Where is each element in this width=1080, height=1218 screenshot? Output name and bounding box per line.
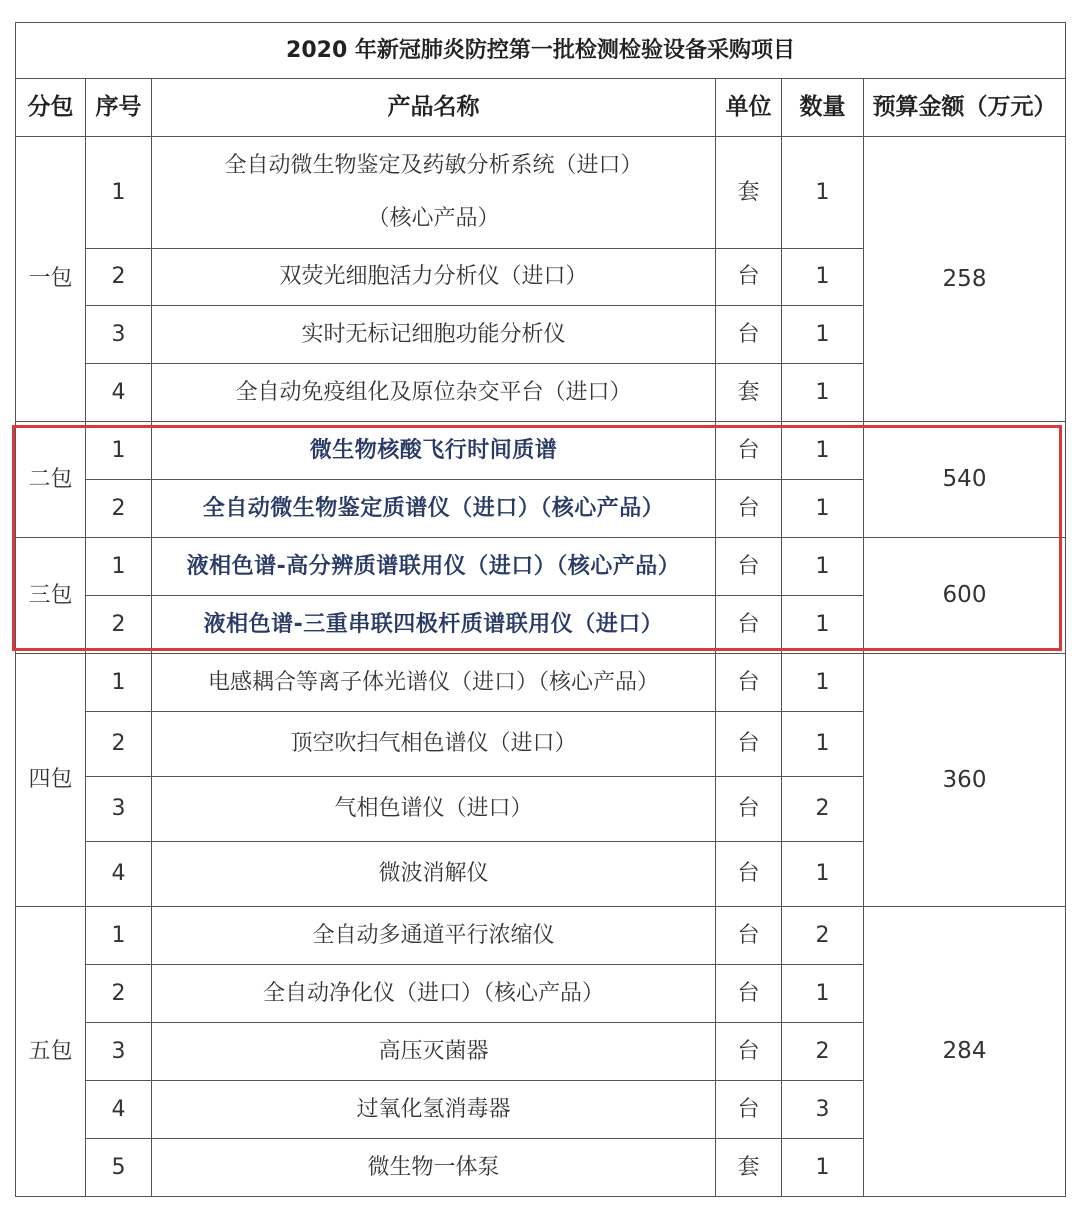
- product-name: 全自动微生物鉴定质谱仪（进口）（核心产品）: [152, 480, 716, 538]
- header-package: 分包: [16, 79, 86, 137]
- row-seq: 3: [86, 306, 152, 364]
- row-seq: 2: [86, 712, 152, 777]
- product-name: 高压灭菌器: [152, 1023, 716, 1081]
- row-seq: 4: [86, 1081, 152, 1139]
- row-seq: 2: [86, 480, 152, 538]
- header-budget: 预算金额（万元）: [864, 79, 1066, 137]
- row-seq: 3: [86, 1023, 152, 1081]
- package-label: 一包: [16, 137, 86, 422]
- row-unit: 套: [716, 137, 782, 249]
- row-unit: 台: [716, 654, 782, 712]
- table-row: [16, 137, 1066, 249]
- row-qty: 1: [782, 306, 864, 364]
- row-unit: 套: [716, 364, 782, 422]
- header-name: 产品名称: [152, 79, 716, 137]
- row-unit: 台: [716, 777, 782, 842]
- header-unit: 单位: [716, 79, 782, 137]
- product-name: 液相色谱-高分辨质谱联用仪（进口）（核心产品）: [152, 538, 716, 596]
- product-name-line2: （核心产品）: [367, 205, 500, 231]
- row-unit: 台: [716, 1081, 782, 1139]
- product-name: 气相色谱仪（进口）: [152, 777, 716, 842]
- row-seq: 1: [86, 137, 152, 249]
- product-name: 全自动免疫组化及原位杂交平台（进口）: [152, 364, 716, 422]
- product-name: 双荧光细胞活力分析仪（进口）: [152, 249, 716, 306]
- product-name: 实时无标记细胞功能分析仪: [152, 306, 716, 364]
- product-name-line1: 全自动微生物鉴定及药敏分析系统（进口）: [224, 152, 643, 178]
- row-qty: 1: [782, 137, 864, 249]
- row-unit: 台: [716, 480, 782, 538]
- package-label: 三包: [16, 538, 86, 654]
- row-unit: 台: [716, 907, 782, 965]
- table-title: 2020 年新冠肺炎防控第一批检测检验设备采购项目: [16, 23, 1066, 79]
- package-label: 二包: [16, 422, 86, 538]
- product-name: [152, 137, 716, 249]
- row-unit: 台: [716, 965, 782, 1023]
- row-qty: 1: [782, 249, 864, 306]
- product-name: 微生物核酸飞行时间质谱: [152, 422, 716, 480]
- row-qty: 1: [782, 965, 864, 1023]
- row-seq: 1: [86, 538, 152, 596]
- row-unit: 台: [716, 306, 782, 364]
- row-seq: 2: [86, 596, 152, 654]
- product-name: 顶空吹扫气相色谱仪（进口）: [152, 712, 716, 777]
- package-label: 五包: [16, 907, 86, 1197]
- row-seq: 2: [86, 249, 152, 306]
- row-seq: 1: [86, 654, 152, 712]
- product-name: 电感耦合等离子体光谱仪（进口）（核心产品）: [152, 654, 716, 712]
- row-seq: 1: [86, 422, 152, 480]
- procurement-table: [15, 22, 1066, 1197]
- package-budget: 540: [864, 422, 1066, 538]
- row-qty: 1: [782, 596, 864, 654]
- package-budget: 284: [864, 907, 1066, 1197]
- product-name: 液相色谱-三重串联四极杆质谱联用仪（进口）: [152, 596, 716, 654]
- row-qty: 1: [782, 422, 864, 480]
- row-qty: 1: [782, 538, 864, 596]
- product-name: 微波消解仪: [152, 842, 716, 907]
- row-qty: 2: [782, 777, 864, 842]
- row-qty: 2: [782, 907, 864, 965]
- table-row: [16, 907, 1066, 965]
- table-row: [16, 538, 1066, 596]
- header-qty: 数量: [782, 79, 864, 137]
- product-name: 微生物一体泵: [152, 1139, 716, 1197]
- row-qty: 1: [782, 654, 864, 712]
- row-seq: 1: [86, 907, 152, 965]
- row-unit: 台: [716, 422, 782, 480]
- row-seq: 3: [86, 777, 152, 842]
- row-qty: 2: [782, 1023, 864, 1081]
- row-unit: 套: [716, 1139, 782, 1197]
- row-seq: 4: [86, 364, 152, 422]
- title-row: [16, 23, 1066, 79]
- product-name: 全自动净化仪（进口）（核心产品）: [152, 965, 716, 1023]
- package-budget: 360: [864, 654, 1066, 907]
- row-qty: 1: [782, 364, 864, 422]
- row-unit: 台: [716, 1023, 782, 1081]
- row-qty: 1: [782, 712, 864, 777]
- package-budget: 600: [864, 538, 1066, 654]
- row-unit: 台: [716, 842, 782, 907]
- row-qty: 1: [782, 480, 864, 538]
- package-label: 四包: [16, 654, 86, 907]
- row-qty: 3: [782, 1081, 864, 1139]
- package-budget: 258: [864, 137, 1066, 422]
- product-name: 过氧化氢消毒器: [152, 1081, 716, 1139]
- row-qty: 1: [782, 842, 864, 907]
- table-row: [16, 422, 1066, 480]
- row-seq: 4: [86, 842, 152, 907]
- product-name: 全自动多通道平行浓缩仪: [152, 907, 716, 965]
- row-unit: 台: [716, 249, 782, 306]
- table-row: [16, 654, 1066, 712]
- row-qty: 1: [782, 1139, 864, 1197]
- header-row: [16, 79, 1066, 137]
- row-seq: 5: [86, 1139, 152, 1197]
- row-unit: 台: [716, 596, 782, 654]
- row-seq: 2: [86, 965, 152, 1023]
- row-unit: 台: [716, 538, 782, 596]
- header-seq: 序号: [86, 79, 152, 137]
- row-unit: 台: [716, 712, 782, 777]
